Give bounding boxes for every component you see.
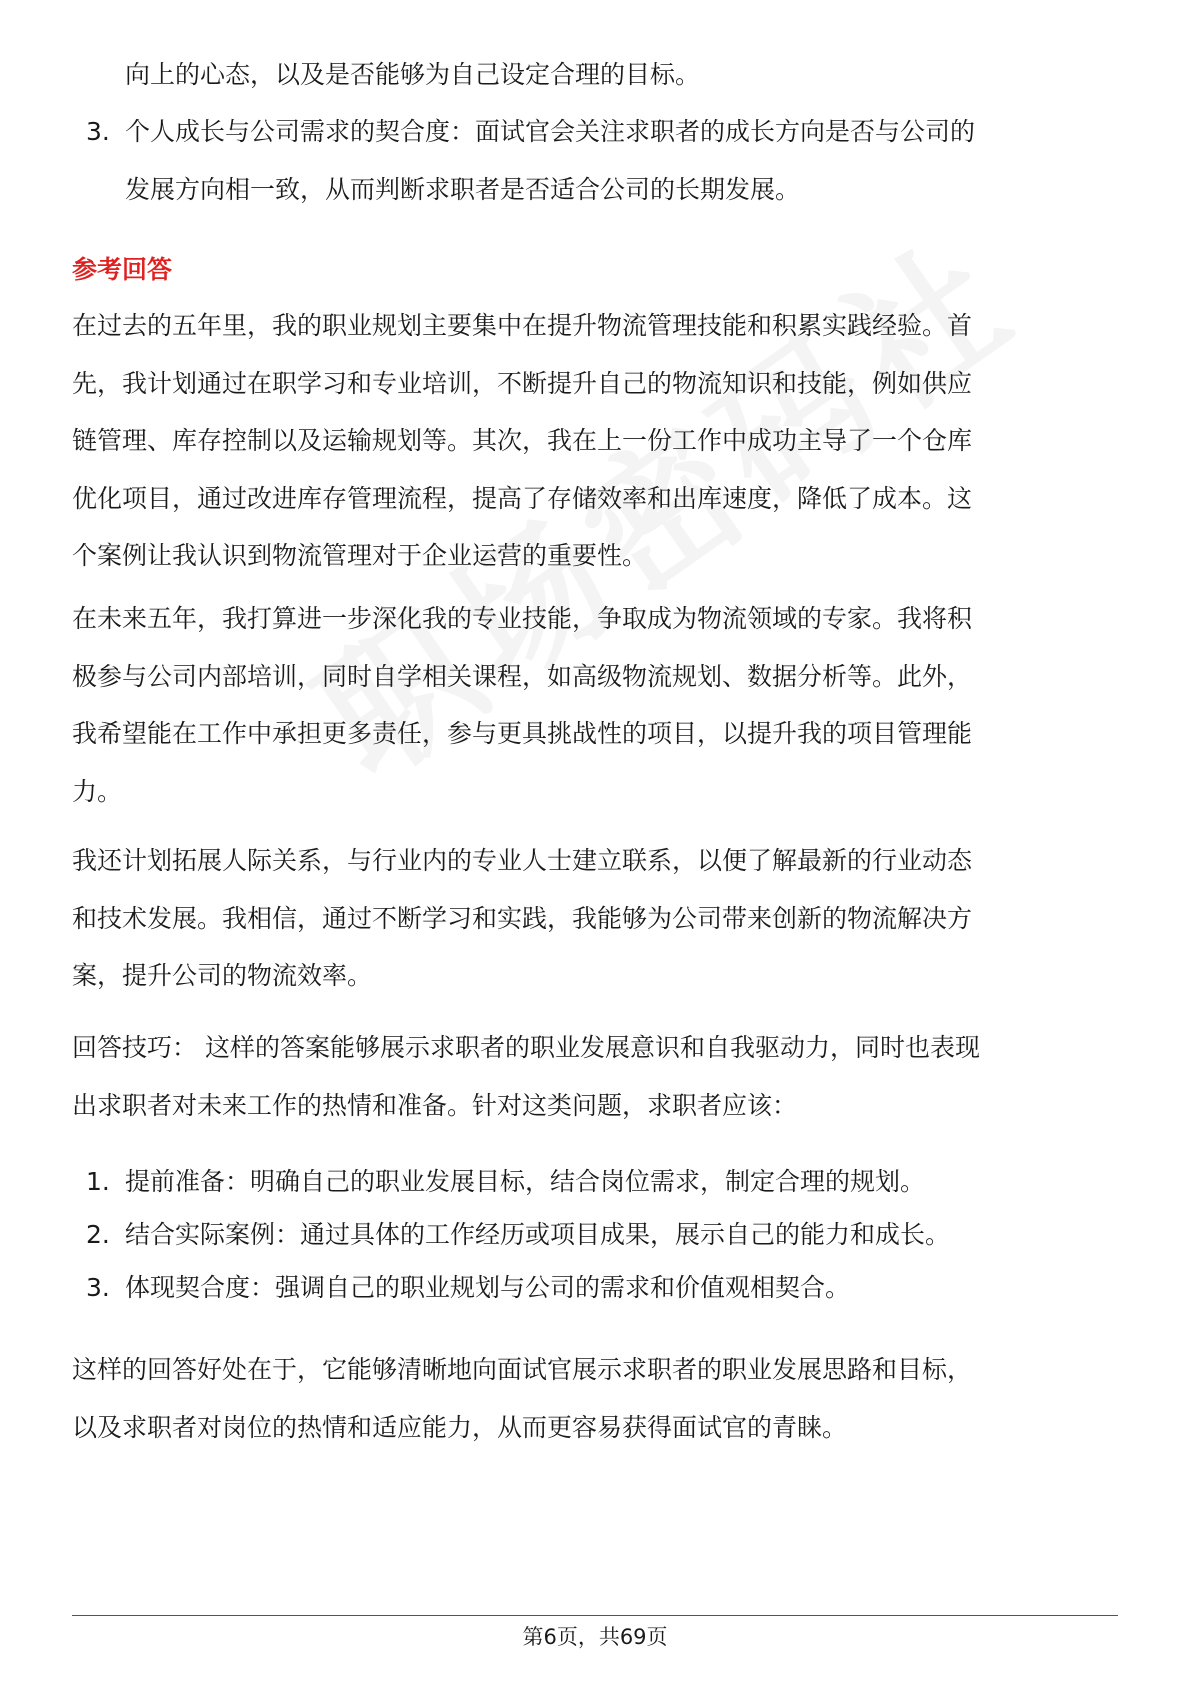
list-item [72,1261,1118,1314]
paragraph-3 [72,832,1118,1005]
list-item-line: 发展方向相一致，从而判断求职者是否适合公司的长期发展。 [125,174,801,204]
list-continuation-line: 向上的心态，以及是否能够为自己设定合理的目标。 [125,60,701,89]
paragraph-line: 回答技巧： 这样的答案能够展示求职者的职业发展意识和自我驱动力，同时也表现 [72,1033,980,1062]
paragraph-line: 极参与公司内部培训，同时自学相关课程，如高级物流规划、数据分析等。此外， [72,661,973,691]
footer-divider [72,1615,1118,1616]
section-title: 参考回答 [72,255,173,284]
page-number: 第6页，共69页 [522,1625,668,1649]
list-item-text: 个人成长与公司需求的契合度：面试官会关注求职者的成长方向是否与公司的 [125,117,976,146]
paragraph-line: 个案例让我认识到物流管理对于企业运营的重要性。 [72,541,648,570]
paragraph-line: 案，提升公司的物流效率。 [72,961,373,990]
paragraph-line: 力。 [72,776,123,806]
list-number: 3. [86,117,110,146]
list-item [72,1208,1118,1261]
paragraph-line: 链管理、库存控制以及运输规划等。其次，我在上一份工作中成功主导了一个仓库 [72,426,973,455]
paragraph-line: 我希望能在工作中承担更多责任，参与更具挑战性的项目，以提升我的项目管理能 [72,719,973,748]
paragraph-line: 和技术发展。我相信，通过不断学习和实践，我能够为公司带来创新的物流解决方 [72,903,973,933]
list-item-text: 体现契合度：强调自己的职业规划与公司的需求和价值观相契合。 [125,1273,851,1302]
list-item-3 [72,103,1118,218]
paragraph-line: 以及求职者对岗位的热情和适应能力，从而更容易获得面试官的青睐。 [72,1412,848,1442]
paragraph-line: 我还计划拓展人际关系，与行业内的专业人士建立联系，以便了解最新的行业动态 [72,846,973,875]
paragraph-line: 这样的回答好处在于，它能够清晰地向面试官展示求职者的职业发展思路和目标， [72,1355,973,1384]
paragraph-line: 在未来五年，我打算进一步深化我的专业技能，争取成为物流领域的专家。我将积 [72,604,973,633]
list-number: 1. [86,1167,110,1196]
list-item-line [72,103,1118,161]
list-item-text: 提前准备：明确自己的职业发展目标，结合岗位需求，制定合理的规划。 [125,1167,926,1196]
paragraph-2 [72,590,1118,820]
list-item [72,1155,1118,1208]
paragraph-line: 出求职者对未来工作的热情和准备。针对这类问题，求职者应该： [72,1090,798,1120]
conclusion-paragraph [72,1341,1118,1456]
tips-paragraph [72,1019,1118,1134]
paragraph-line: 先，我计划通过在职学习和专业培训，不断提升自己的物流知识和技能，例如供应 [72,368,973,398]
tips-list [72,1155,1118,1314]
list-number: 3. [86,1273,110,1302]
paragraph-line: 在过去的五年里，我的职业规划主要集中在提升物流管理技能和积累实践经验。首 [72,311,973,340]
list-continuation [72,46,1118,104]
list-number: 2. [86,1220,110,1249]
paragraph-1 [72,297,1118,585]
list-item-text: 结合实际案例：通过具体的工作经历或项目成果，展示自己的能力和成长。 [125,1220,951,1249]
paragraph-line: 优化项目，通过改进库存管理流程，提高了存储效率和出库速度，降低了成本。这 [72,483,973,513]
